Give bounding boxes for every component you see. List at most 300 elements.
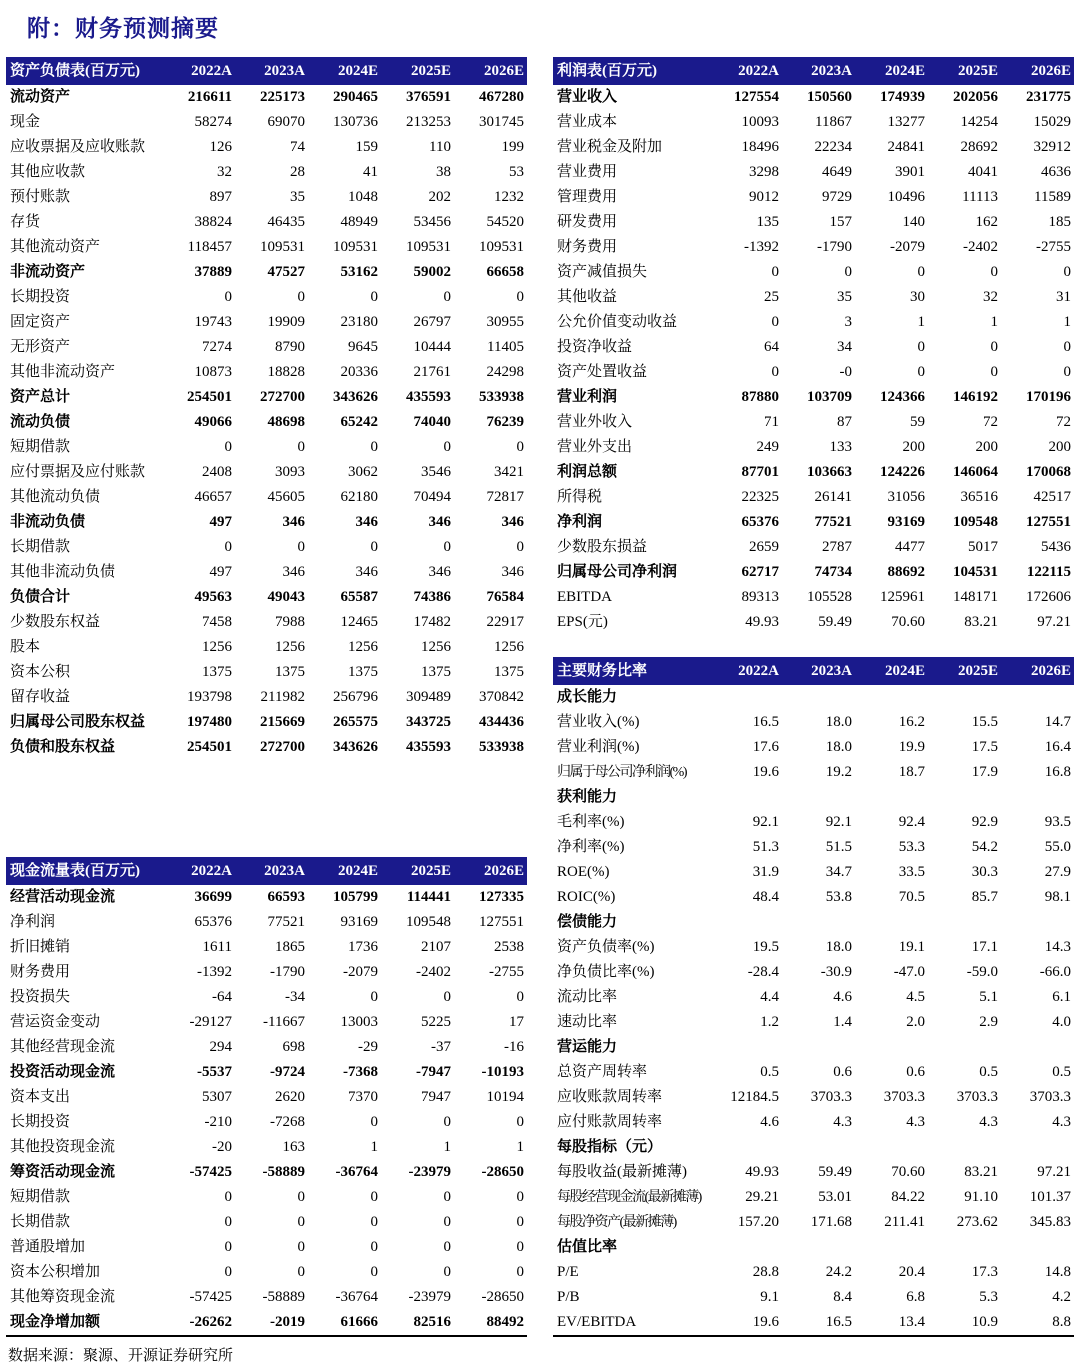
- cell-value: 48.4: [752, 889, 779, 905]
- row-label: 每股净资产(最新摊薄): [557, 1215, 676, 1230]
- cell-value: 0: [917, 364, 925, 380]
- cell-value: 0: [370, 1114, 378, 1130]
- cell-value: 34: [837, 339, 852, 355]
- row-label: EBITDA: [557, 589, 612, 605]
- cell-value: [1001, 685, 1074, 710]
- table-row: [6, 1085, 527, 1110]
- cell-value: 18.0: [825, 739, 852, 755]
- cell-value: 4.3: [1052, 1114, 1071, 1130]
- cell-value: 0.5: [979, 1064, 998, 1080]
- row-label: 营业费用: [557, 164, 618, 180]
- cell-value: 0.5: [1052, 1064, 1071, 1080]
- cell-value: 59.49: [818, 614, 852, 630]
- row-label: 净利率(%): [557, 839, 625, 855]
- cell-value: 1.2: [760, 1014, 779, 1030]
- row-label: 其他投资现金流: [10, 1139, 116, 1155]
- cell-value: [855, 685, 928, 710]
- cell-value: 1375: [275, 664, 305, 680]
- cell-value: 92.1: [825, 814, 852, 830]
- cell-value: 2538: [494, 939, 524, 955]
- cell-value: 157: [829, 214, 852, 230]
- cell-value: 533938: [479, 739, 524, 755]
- row-label: 营业收入: [557, 89, 618, 105]
- cell-value: 249: [756, 439, 779, 455]
- income-statement-table: [553, 57, 1074, 635]
- table-row: [6, 585, 527, 610]
- cell-value: -2019: [270, 1314, 305, 1330]
- table-row: [553, 1285, 1074, 1310]
- cell-value: 35: [837, 289, 852, 305]
- cell-value: 11405: [487, 339, 524, 355]
- row-label: 应付票据及应付账款: [10, 464, 146, 480]
- cell-value: 11867: [815, 114, 852, 130]
- year-column-header: 2024E: [308, 57, 381, 85]
- cell-value: [855, 1035, 928, 1060]
- table-row: [553, 435, 1074, 460]
- cell-value: 1375: [421, 664, 451, 680]
- cell-value: [1001, 1235, 1074, 1260]
- table-row: [553, 785, 1074, 810]
- row-label: 固定资产: [10, 314, 71, 330]
- table-row: [6, 385, 527, 410]
- cell-value: 42517: [1033, 489, 1071, 505]
- row-label: 资本公积: [10, 664, 71, 680]
- cell-value: 65242: [340, 414, 378, 430]
- cell-value: 435593: [406, 739, 451, 755]
- cell-value: 18828: [267, 364, 305, 380]
- cell-value: 61666: [340, 1314, 378, 1330]
- cell-value: 126: [209, 139, 232, 155]
- cell-value: -29127: [189, 1014, 232, 1030]
- cell-value: 17.1: [971, 939, 998, 955]
- cell-value: 0: [370, 1239, 378, 1255]
- cell-value: -26262: [189, 1314, 232, 1330]
- page-title: 附：财务预测摘要: [27, 16, 219, 41]
- table-row: [553, 760, 1074, 785]
- cell-value: 0: [443, 989, 451, 1005]
- row-label: 营业成本: [557, 114, 618, 130]
- cell-value: 346: [501, 514, 524, 530]
- cell-value: -7368: [343, 1064, 378, 1080]
- cell-value: 3093: [275, 464, 305, 480]
- cell-value: 254501: [187, 739, 232, 755]
- cell-value: 497: [209, 564, 232, 580]
- cell-value: 88692: [887, 564, 925, 580]
- cell-value: 200: [975, 439, 998, 455]
- cell-value: 467280: [479, 89, 524, 105]
- cell-value: 5436: [1041, 539, 1071, 555]
- cell-value: 9012: [749, 189, 779, 205]
- table-row: [553, 535, 1074, 560]
- cell-value: 0: [297, 1214, 305, 1230]
- cell-value: -28650: [481, 1164, 524, 1180]
- cell-value: 202: [428, 189, 451, 205]
- table-row: [6, 1010, 527, 1035]
- cell-value: 213253: [406, 114, 451, 130]
- cell-value: 93169: [340, 914, 378, 930]
- cell-value: 1048: [348, 189, 378, 205]
- cell-value: 18.7: [898, 764, 925, 780]
- table-row: [553, 460, 1074, 485]
- row-label: 其他筹资现金流: [10, 1289, 116, 1305]
- year-column-header: 2025E: [381, 57, 454, 85]
- cell-value: 14.8: [1044, 1264, 1071, 1280]
- cell-value: 1: [443, 1139, 451, 1155]
- table-row: [6, 135, 527, 160]
- cell-value: 343725: [406, 714, 451, 730]
- cash-flow-table: [6, 857, 527, 1337]
- cell-value: 35: [290, 189, 305, 205]
- table-row: [553, 685, 1074, 710]
- cell-value: -2755: [1036, 239, 1071, 255]
- table-row: [553, 210, 1074, 235]
- cell-value: 122115: [1026, 564, 1071, 580]
- row-label: 负债和股东权益: [10, 739, 116, 755]
- cell-value: -7268: [270, 1114, 305, 1130]
- row-label: 其他非流动资产: [10, 364, 116, 380]
- table-row: [553, 1260, 1074, 1285]
- table-row: [553, 1085, 1074, 1110]
- cell-value: 3703.3: [810, 1089, 852, 1105]
- cell-value: 216611: [187, 89, 232, 105]
- cell-value: 27.9: [1044, 864, 1071, 880]
- row-label: 每股指标（元）: [557, 1139, 663, 1155]
- cell-value: 9.1: [760, 1289, 779, 1305]
- cell-value: 0: [990, 364, 998, 380]
- year-column-header: 2023A: [782, 657, 855, 685]
- cell-value: 5.1: [979, 989, 998, 1005]
- cell-value: 48698: [267, 414, 305, 430]
- table-row: [6, 1285, 527, 1310]
- cell-value: 294: [209, 1039, 232, 1055]
- table-row: [6, 535, 527, 560]
- year-column-header: 2022A: [709, 57, 782, 85]
- cell-value: -1392: [197, 964, 232, 980]
- row-label: 非流动负债: [10, 514, 86, 530]
- cell-value: 12184.5: [730, 1089, 779, 1105]
- cell-value: 1.4: [833, 1014, 852, 1030]
- cell-value: 22325: [741, 489, 779, 505]
- cell-value: 62717: [741, 564, 779, 580]
- cell-value: 265575: [333, 714, 378, 730]
- cell-value: 127554: [734, 89, 779, 105]
- cell-value: 3298: [749, 164, 779, 180]
- cell-value: [709, 1035, 782, 1060]
- row-label: 净利润: [10, 914, 56, 930]
- cell-value: 309489: [406, 689, 451, 705]
- cell-value: 0: [1063, 264, 1071, 280]
- cell-value: -29: [358, 1039, 378, 1055]
- cell-value: 74040: [413, 414, 451, 430]
- cell-value: 33.5: [898, 864, 925, 880]
- cell-value: 105799: [333, 889, 378, 905]
- cell-value: 48949: [340, 214, 378, 230]
- cell-value: 897: [209, 189, 232, 205]
- cell-value: 0: [224, 289, 232, 305]
- table-row: [553, 285, 1074, 310]
- table-row: [553, 835, 1074, 860]
- table-row: [553, 1135, 1074, 1160]
- cell-value: 15.5: [971, 714, 998, 730]
- cell-value: 109531: [479, 239, 524, 255]
- cell-value: 87701: [741, 464, 779, 480]
- cell-value: 28.8: [752, 1264, 779, 1280]
- cell-value: 46435: [267, 214, 305, 230]
- cell-value: -210: [204, 1114, 232, 1130]
- cell-value: [928, 1135, 1001, 1160]
- year-column-header: 2024E: [308, 857, 381, 885]
- row-label: 少数股东权益: [10, 614, 101, 630]
- row-label: 获利能力: [557, 789, 618, 805]
- cell-value: [709, 1135, 782, 1160]
- cell-value: 46657: [194, 489, 232, 505]
- table-row: [553, 1035, 1074, 1060]
- cell-value: 24.2: [825, 1264, 852, 1280]
- cell-value: 200: [1048, 439, 1071, 455]
- cell-value: 51.5: [825, 839, 852, 855]
- cell-value: 497: [209, 514, 232, 530]
- cell-value: 301745: [479, 114, 524, 130]
- table-row: [6, 85, 527, 110]
- cell-value: 53162: [340, 264, 378, 280]
- cell-value: [782, 1235, 855, 1260]
- cell-value: 4.5: [906, 989, 925, 1005]
- cell-value: 343626: [333, 389, 378, 405]
- table-row: [6, 1210, 527, 1235]
- cell-value: 114441: [406, 889, 451, 905]
- table-row: [553, 235, 1074, 260]
- cell-value: 92.9: [971, 814, 998, 830]
- cell-value: 0: [516, 989, 524, 1005]
- row-label: 长期借款: [10, 539, 71, 555]
- cell-value: 14.3: [1044, 939, 1071, 955]
- cell-value: 10.9: [971, 1314, 998, 1330]
- row-label: 成长能力: [557, 689, 618, 705]
- cell-value: 109548: [406, 914, 451, 930]
- financial-forecast-summary-page: [0, 10, 1080, 1362]
- table-row: [553, 1160, 1074, 1185]
- table-row: [553, 310, 1074, 335]
- cell-value: 163: [282, 1139, 305, 1155]
- cell-value: 346: [428, 564, 451, 580]
- row-label: 流动资产: [10, 89, 71, 105]
- cell-value: 65376: [741, 514, 779, 530]
- cell-value: 150560: [807, 89, 852, 105]
- cell-value: 0: [1063, 339, 1071, 355]
- row-label: 总资产周转率: [557, 1064, 648, 1080]
- cell-value: 38: [436, 164, 451, 180]
- cell-value: 16.8: [1044, 764, 1071, 780]
- cell-value: 130736: [333, 114, 378, 130]
- year-column-header: 2022A: [162, 857, 235, 885]
- row-label: 留存收益: [10, 689, 71, 705]
- row-label: 其他应收款: [10, 164, 86, 180]
- cell-value: 74734: [814, 564, 852, 580]
- cell-value: 109531: [260, 239, 305, 255]
- table-row: [6, 435, 527, 460]
- cell-value: 12465: [340, 614, 378, 630]
- row-label: 筹资活动现金流: [10, 1164, 116, 1180]
- row-label: 资本公积增加: [10, 1264, 101, 1280]
- row-label: 估值比率: [557, 1239, 618, 1255]
- cell-value: 65587: [340, 589, 378, 605]
- cell-value: 4.6: [833, 989, 852, 1005]
- cell-value: 32912: [1033, 139, 1071, 155]
- cell-value: 7274: [202, 339, 232, 355]
- cell-value: 7947: [421, 1089, 451, 1105]
- data-source-note: 数据来源：聚源、开源证券研究所: [8, 1348, 234, 1362]
- table-row: [6, 485, 527, 510]
- cell-value: 1: [1063, 314, 1071, 330]
- cell-value: 103663: [807, 464, 852, 480]
- cell-value: 93.5: [1044, 814, 1071, 830]
- cell-value: 3062: [348, 464, 378, 480]
- table-row: [6, 1110, 527, 1135]
- cell-value: 77521: [814, 514, 852, 530]
- row-label: 其他收益: [557, 289, 618, 305]
- cell-value: 92.1: [752, 814, 779, 830]
- cell-value: 0.5: [760, 1064, 779, 1080]
- cell-value: -36764: [335, 1164, 378, 1180]
- table-row: [553, 810, 1074, 835]
- cell-value: 32: [217, 164, 232, 180]
- cell-value: 85.7: [971, 889, 998, 905]
- cell-value: 66658: [486, 264, 524, 280]
- cell-value: 36699: [194, 889, 232, 905]
- table-row: [6, 1035, 527, 1060]
- cell-value: 1232: [494, 189, 524, 205]
- cell-value: [782, 785, 855, 810]
- cell-value: 59.49: [818, 1164, 852, 1180]
- table-row: [6, 335, 527, 360]
- cell-value: 3703.3: [956, 1089, 998, 1105]
- cell-value: 0: [443, 539, 451, 555]
- table-row: [553, 910, 1074, 935]
- cell-value: 5017: [968, 539, 998, 555]
- cell-value: 5225: [421, 1014, 451, 1030]
- cell-value: 2787: [822, 539, 852, 555]
- cell-value: 17.3: [971, 1264, 998, 1280]
- table-row: [6, 560, 527, 585]
- cell-value: -36764: [335, 1289, 378, 1305]
- cell-value: 34.7: [825, 864, 852, 880]
- row-label: 营业利润: [557, 389, 618, 405]
- cell-value: 4636: [1041, 164, 1071, 180]
- cell-value: 98.1: [1044, 889, 1071, 905]
- cell-value: -23979: [408, 1164, 451, 1180]
- cell-value: 15029: [1033, 114, 1071, 130]
- cell-value: -2079: [890, 239, 925, 255]
- row-label: 资产总计: [10, 389, 71, 405]
- cell-value: 0: [917, 339, 925, 355]
- cell-value: 109548: [953, 514, 998, 530]
- cell-value: 49.93: [745, 614, 779, 630]
- cell-value: 9729: [822, 189, 852, 205]
- cell-value: [709, 910, 782, 935]
- cell-value: 0: [443, 289, 451, 305]
- cell-value: 0: [297, 539, 305, 555]
- cell-value: 105528: [807, 589, 852, 605]
- table-row: [553, 610, 1074, 635]
- cell-value: [928, 1035, 1001, 1060]
- table-row: [553, 85, 1074, 110]
- table-row: [553, 1210, 1074, 1235]
- cell-value: -0: [839, 364, 852, 380]
- cell-value: 0: [443, 1114, 451, 1130]
- table-row: [6, 885, 527, 910]
- table-row: [553, 510, 1074, 535]
- table-row: [6, 410, 527, 435]
- table-row: [6, 985, 527, 1010]
- cell-value: 0: [297, 1239, 305, 1255]
- row-label: P/E: [557, 1264, 579, 1280]
- row-label: 营业利润(%): [557, 739, 640, 755]
- year-column-header: 2025E: [381, 857, 454, 885]
- row-label: 速动比率: [557, 1014, 618, 1030]
- row-label: 短期借款: [10, 439, 71, 455]
- cell-value: 0: [297, 289, 305, 305]
- cell-value: 273.62: [956, 1214, 998, 1230]
- cell-value: 4649: [822, 164, 852, 180]
- cell-value: 1256: [348, 639, 378, 655]
- table-row: [6, 910, 527, 935]
- cell-value: 70.60: [891, 1164, 925, 1180]
- cell-value: 7370: [348, 1089, 378, 1105]
- cell-value: 23180: [340, 314, 378, 330]
- table-row: [6, 1185, 527, 1210]
- cell-value: 0: [370, 1264, 378, 1280]
- year-column-header: 2023A: [235, 57, 308, 85]
- cell-value: 1256: [494, 639, 524, 655]
- table-row: [553, 710, 1074, 735]
- table-row: [553, 960, 1074, 985]
- table-title: 主要财务比率: [553, 657, 709, 685]
- cell-value: 0: [990, 339, 998, 355]
- cell-value: 53: [509, 164, 524, 180]
- cell-value: 434436: [479, 714, 524, 730]
- cell-value: 4041: [968, 164, 998, 180]
- cell-value: -2755: [489, 964, 524, 980]
- cell-value: 0: [516, 289, 524, 305]
- cell-value: [1001, 1035, 1074, 1060]
- cell-value: 211.41: [884, 1214, 925, 1230]
- cell-value: 435593: [406, 389, 451, 405]
- cell-value: 1: [516, 1139, 524, 1155]
- cell-value: 70494: [413, 489, 451, 505]
- cell-value: [928, 1235, 1001, 1260]
- cell-value: 53456: [413, 214, 451, 230]
- cell-value: 19743: [194, 314, 232, 330]
- cell-value: 11589: [1034, 189, 1071, 205]
- row-label: 归属于母公司净利润(%): [557, 765, 686, 780]
- cell-value: 174939: [880, 89, 925, 105]
- cell-value: 53.01: [818, 1189, 852, 1205]
- cell-value: 346: [282, 514, 305, 530]
- cell-value: 0.6: [833, 1064, 852, 1080]
- cell-value: 290465: [333, 89, 378, 105]
- cell-value: 110: [429, 139, 451, 155]
- cell-value: 13.4: [898, 1314, 925, 1330]
- cell-value: 13277: [887, 114, 925, 130]
- table-row: [6, 260, 527, 285]
- cell-value: [855, 910, 928, 935]
- table-header-row: [6, 857, 527, 885]
- row-label: 少数股东损益: [557, 539, 648, 555]
- cell-value: 0: [297, 1264, 305, 1280]
- cell-value: 30955: [486, 314, 524, 330]
- cell-value: 89313: [741, 589, 779, 605]
- cell-value: 5307: [202, 1089, 232, 1105]
